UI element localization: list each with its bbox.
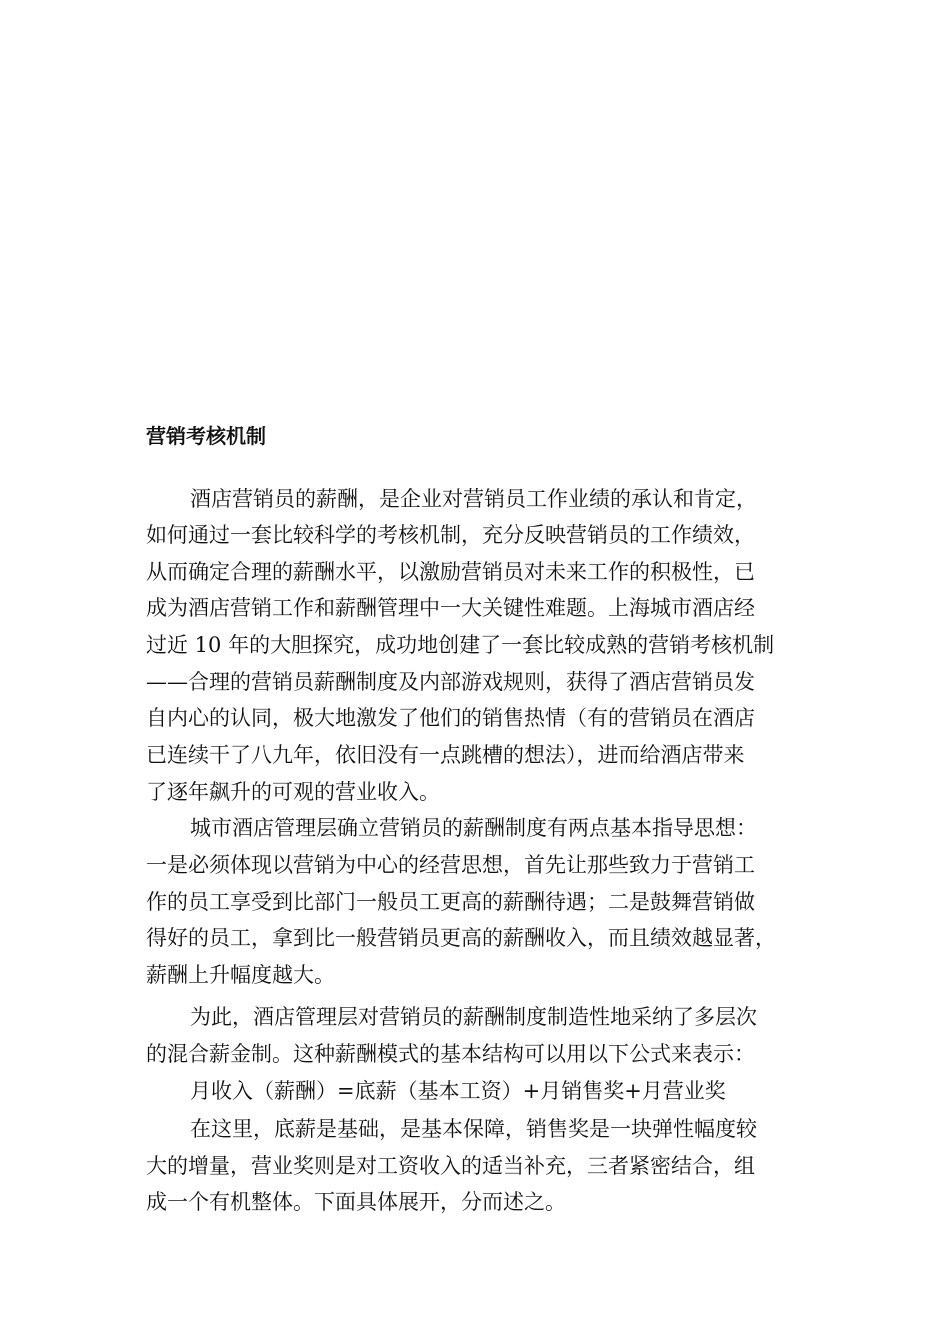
paragraph-line: 薪酬上升幅度越大。 (146, 963, 335, 987)
paragraph-line: 如何通过一套比较科学的考核机制，充分反映营销员的工作绩效， (146, 523, 755, 547)
paragraph-line: 过近 10 年的大胆探究，成功地创建了一套比较成熟的营销考核机制 (146, 633, 775, 657)
paragraph-line: 了逐年飙升的可观的营业收入。 (146, 780, 440, 804)
paragraph-line: 得好的员工，拿到比一般营销员更高的薪酬收入，而且绩效越显著， (146, 926, 776, 950)
paragraph-line: ——合理的营销员薪酬制度及内部游戏规则，获得了酒店营销员发 (146, 670, 755, 694)
paragraph-line: 成一个有机整体。下面具体展开，分而述之。 (146, 1190, 566, 1214)
paragraph-line: 酒店营销员的薪酬，是企业对营销员工作业绩的承认和肯定， (190, 487, 757, 511)
paragraph-line: 作的员工享受到比部门一般员工更高的薪酬待遇；二是鼓舞营销做 (146, 890, 755, 914)
paragraph-line: 为此，酒店管理层对营销员的薪酬制度制造性地采纳了多层次 (190, 1005, 757, 1029)
paragraph-line: 成为酒店营销工作和薪酬管理中一大关键性难题。上海城市酒店经 (146, 596, 755, 620)
section-heading: 营销考核机制 (146, 424, 266, 448)
paragraph-line: 大的增量，营业奖则是对工资收入的适当补充，三者紧密结合，组 (146, 1154, 755, 1178)
paragraph-line: 已连续干了八九年，依旧没有一点跳槽的想法），进而给酒店带来 (146, 743, 745, 767)
paragraph-line: 在这里，底薪是基础，是基本保障，销售奖是一块弹性幅度较 (190, 1117, 757, 1141)
formula-line: 月收入（薪酬）=底薪（基本工资）+月销售奖+月营业奖 (190, 1079, 726, 1103)
paragraph-line: 从而确定合理的薪酬水平，以激励营销员对未来工作的积极性，已 (146, 560, 755, 584)
paragraph-line: 自内心的认同，极大地激发了他们的销售热情（有的营销员在酒店 (146, 706, 755, 730)
paragraph-line: 的混合薪金制。这种薪酬模式的基本结构可以用以下公式来表示： (146, 1042, 755, 1066)
paragraph-line: 一是必须体现以营销为中心的经营思想，首先让那些致力于营销工 (146, 853, 755, 877)
paragraph-line: 城市酒店管理层确立营销员的薪酬制度有两点基本指导思想： (190, 816, 757, 840)
